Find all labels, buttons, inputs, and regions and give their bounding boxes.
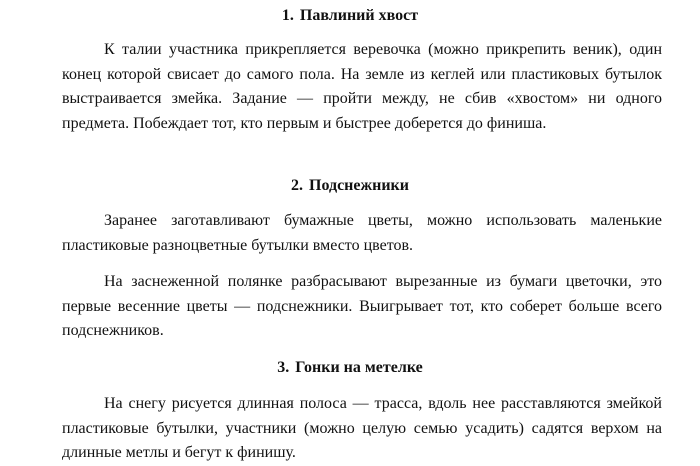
section-title: Гонки на метелке <box>295 359 423 376</box>
paragraph: На заснеженной полянке разбрасывают вырезанные из бумаги цветочки, это первые весенние цветы — подснежники. Выигрывает тот, кто соберет больше всего подснежников. <box>62 273 662 339</box>
section-heading-gonki-na-metelke <box>0 358 700 378</box>
paragraph: На снегу рисуется длинная полоса — трасса, вдоль нее расставляются змейкой пластиковые бутылки, участники (можно целую семью усадить) садятся верхом на длинные метлы и бегут к финишу. <box>62 395 662 461</box>
section-heading-podsnezhniki <box>0 176 700 196</box>
paragraph: К талии участника прикрепляется веревочка (можно прикрепить веник), один конец которой свисает до самого пола. На земле из кеглей или пластиковых бутылок выстраивается змейка. Задание — пройти между, не сбив «хвостом» ни одного предмета. Побеждает тот, кто первым и быстрее доберется до финиша. <box>62 41 662 132</box>
section-title: Подснежники <box>309 177 409 194</box>
section-number: 3. <box>277 359 290 376</box>
section-number: 1. <box>281 7 294 24</box>
section-heading-pavliniy-khvost <box>0 6 700 26</box>
section-title: Павлиний хвост <box>299 7 419 24</box>
section-number: 2. <box>291 177 303 194</box>
paragraph: Заранее заготавливают бумажные цветы, можно использовать маленькие пластиковые разноцветные бутылки вместо цветов. <box>62 212 662 254</box>
